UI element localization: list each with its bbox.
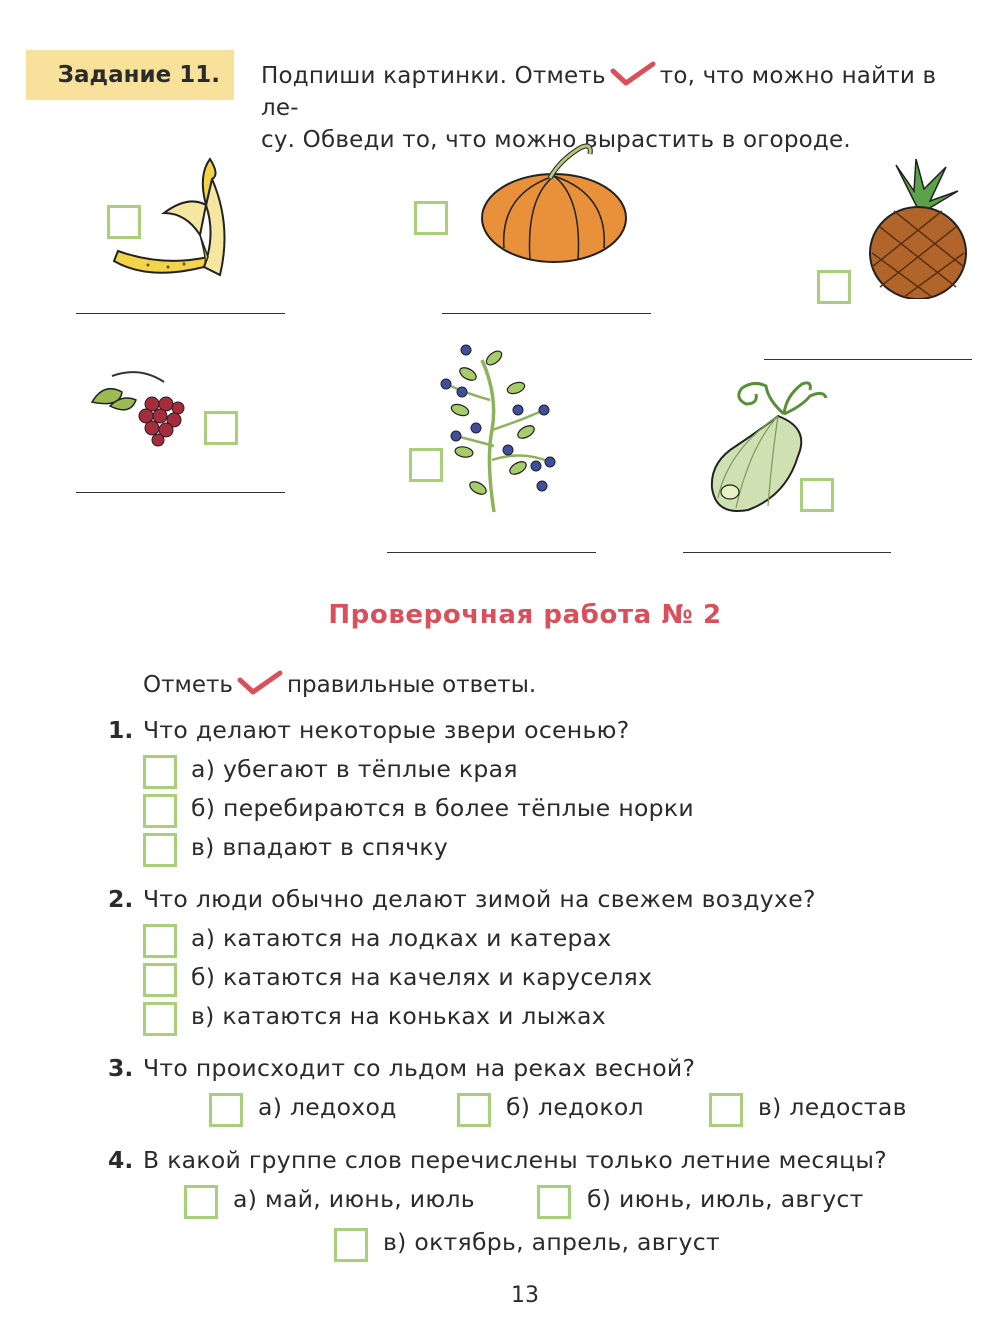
q1-option-c-checkbox[interactable]	[143, 833, 177, 867]
pumpkin-icon	[474, 138, 634, 266]
q3-option-c-checkbox[interactable]	[709, 1093, 743, 1127]
answer-line-raspberry[interactable]	[76, 492, 285, 493]
q3-option-b-checkbox[interactable]	[457, 1093, 491, 1127]
answer-line-pumpkin[interactable]	[442, 313, 651, 314]
q1-option-a: а) убегают в тёплые края	[191, 755, 518, 783]
picture-checkbox-pineapple[interactable]	[817, 270, 851, 304]
answer-line-blueberry[interactable]	[387, 552, 596, 553]
q4-option-a-checkbox[interactable]	[184, 1185, 218, 1219]
q1-option-a-checkbox[interactable]	[143, 755, 177, 789]
picture-checkbox-zucchini[interactable]	[800, 478, 834, 512]
picture-checkbox-banana[interactable]	[107, 205, 141, 239]
task-text-part1: Подпиши картинки. Отметь	[261, 63, 606, 89]
answer-line-zucchini[interactable]	[683, 552, 891, 553]
q3-option-a: а) ледоход	[258, 1093, 397, 1121]
q1-option-c: в) впадают в спячку	[191, 833, 449, 861]
test-instruction	[143, 670, 536, 698]
q1-option-b: б) перебираются в более тёплые норки	[191, 794, 694, 822]
answer-line-banana[interactable]	[76, 313, 285, 314]
q2-option-a: а) катаются на лодках и катерах	[191, 924, 612, 952]
question-2-text: Что люди обычно делают зимой на свежем воздухе?	[143, 885, 816, 913]
picture-checkbox-pumpkin[interactable]	[414, 201, 448, 235]
q2-option-b: б) катаются на качелях и каруселях	[191, 963, 653, 991]
checkmark-icon	[610, 61, 656, 87]
question-1-number: 1.	[108, 716, 134, 744]
checkmark-icon	[237, 670, 283, 696]
q2-option-c: в) катаются на коньках и лыжах	[191, 1002, 606, 1030]
question-4-text: В какой группе слов перечислены только летние месяцы?	[143, 1146, 887, 1174]
task-label: Задание 11.	[26, 50, 234, 100]
q3-option-a-checkbox[interactable]	[209, 1093, 243, 1127]
picture-checkbox-raspberry[interactable]	[204, 411, 238, 445]
blueberry-bush-icon	[432, 340, 570, 515]
question-4-number: 4.	[108, 1146, 134, 1174]
q2-option-c-checkbox[interactable]	[143, 1002, 177, 1036]
answer-line-pineapple[interactable]	[764, 359, 972, 360]
picture-checkbox-blueberry[interactable]	[409, 448, 443, 482]
question-1-text: Что делают некоторые звери осенью?	[143, 716, 630, 744]
q2-option-b-checkbox[interactable]	[143, 963, 177, 997]
q3-option-c: в) ледостав	[758, 1093, 907, 1121]
q2-option-a-checkbox[interactable]	[143, 924, 177, 958]
task-text-part2: то, что можно найти в ле-	[261, 63, 937, 121]
test-title: Проверочная работа № 2	[328, 600, 722, 630]
question-3-number: 3.	[108, 1054, 134, 1082]
q4-option-c-checkbox[interactable]	[334, 1228, 368, 1262]
instruction-part1: Отметь	[143, 672, 233, 698]
q4-option-c: в) октябрь, апрель, август	[383, 1228, 720, 1256]
q4-option-b-checkbox[interactable]	[537, 1185, 571, 1219]
question-3-text: Что происходит со льдом на реках весной?	[143, 1054, 696, 1082]
q1-option-b-checkbox[interactable]	[143, 794, 177, 828]
task-text-line2: су. Обведи то, что можно вырастить в огороде.	[261, 127, 851, 153]
q4-option-b: б) июнь, июль, август	[587, 1185, 864, 1213]
pineapple-icon	[866, 157, 972, 299]
page-number: 13	[511, 1283, 539, 1308]
raspberry-icon	[90, 368, 190, 448]
q4-option-a: а) май, июнь, июль	[233, 1185, 475, 1213]
q3-option-b: б) ледокол	[506, 1093, 644, 1121]
instruction-part2: правильные ответы.	[286, 672, 537, 698]
question-2-number: 2.	[108, 885, 134, 913]
